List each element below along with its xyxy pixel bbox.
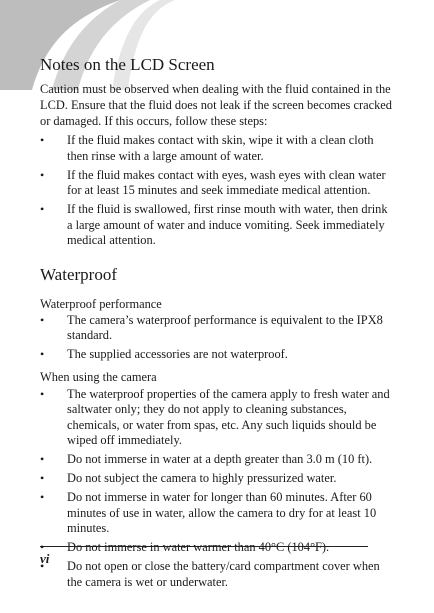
- performance-label: Waterproof performance: [40, 296, 162, 311]
- list-item: • If the fluid is swallowed, first rinse mouth with water, then drink a large amount of water and induce vomiting. Seek immediately medical attention.: [40, 202, 392, 249]
- list-item: • The supplied accessories are not waterproof.: [40, 347, 392, 363]
- lcd-heading: Notes on the LCD Screen: [40, 55, 215, 74]
- lcd-bullet-list: [40, 133, 392, 249]
- list-item: • Do not subject the camera to highly pressurized water.: [40, 471, 392, 487]
- list-item: • If the fluid makes contact with eyes, wash eyes with clean water for at least 15 minutes and seek immediate medical attention.: [40, 168, 392, 199]
- list-item: • Do not immerse in water at a depth greater than 3.0 m (10 ft).: [40, 452, 392, 468]
- performance-bullet-list: [40, 313, 392, 363]
- list-item: • Do not open or close the battery/card compartment cover when the camera is wet or underwater.: [40, 559, 392, 590]
- list-item: • If the fluid makes contact with skin, wipe it with a clean cloth then rinse with a large amount of water.: [40, 133, 392, 164]
- list-item: • The camera’s waterproof performance is equivalent to the IPX8 standard.: [40, 313, 392, 344]
- list-item: • The waterproof properties of the camera apply to fresh water and saltwater only; they do not apply to cleaning substances, chemicals, or water from spas, etc. Any such liquids should be wiped off immediately.: [40, 387, 392, 449]
- page-content: [40, 52, 392, 594]
- usage-label: When using the camera: [40, 369, 157, 384]
- waterproof-heading: Waterproof: [40, 264, 117, 284]
- list-item: • Do not immerse in water warmer than 40°C (104°F).: [40, 540, 392, 556]
- list-item: • Do not immerse in water for longer than 60 minutes. After 60 minutes of use in water, allow the camera to dry for at least 10 minutes.: [40, 490, 392, 537]
- usage-bullet-list: [40, 387, 392, 591]
- footer-rule: [40, 546, 368, 547]
- lcd-intro: Caution must be observed when dealing with the fluid contained in the LCD. Ensure that the fluid does not leak if the screen becomes cracked or damaged. If this occurs, follow these steps:: [40, 82, 392, 128]
- page-number: vi: [40, 551, 50, 566]
